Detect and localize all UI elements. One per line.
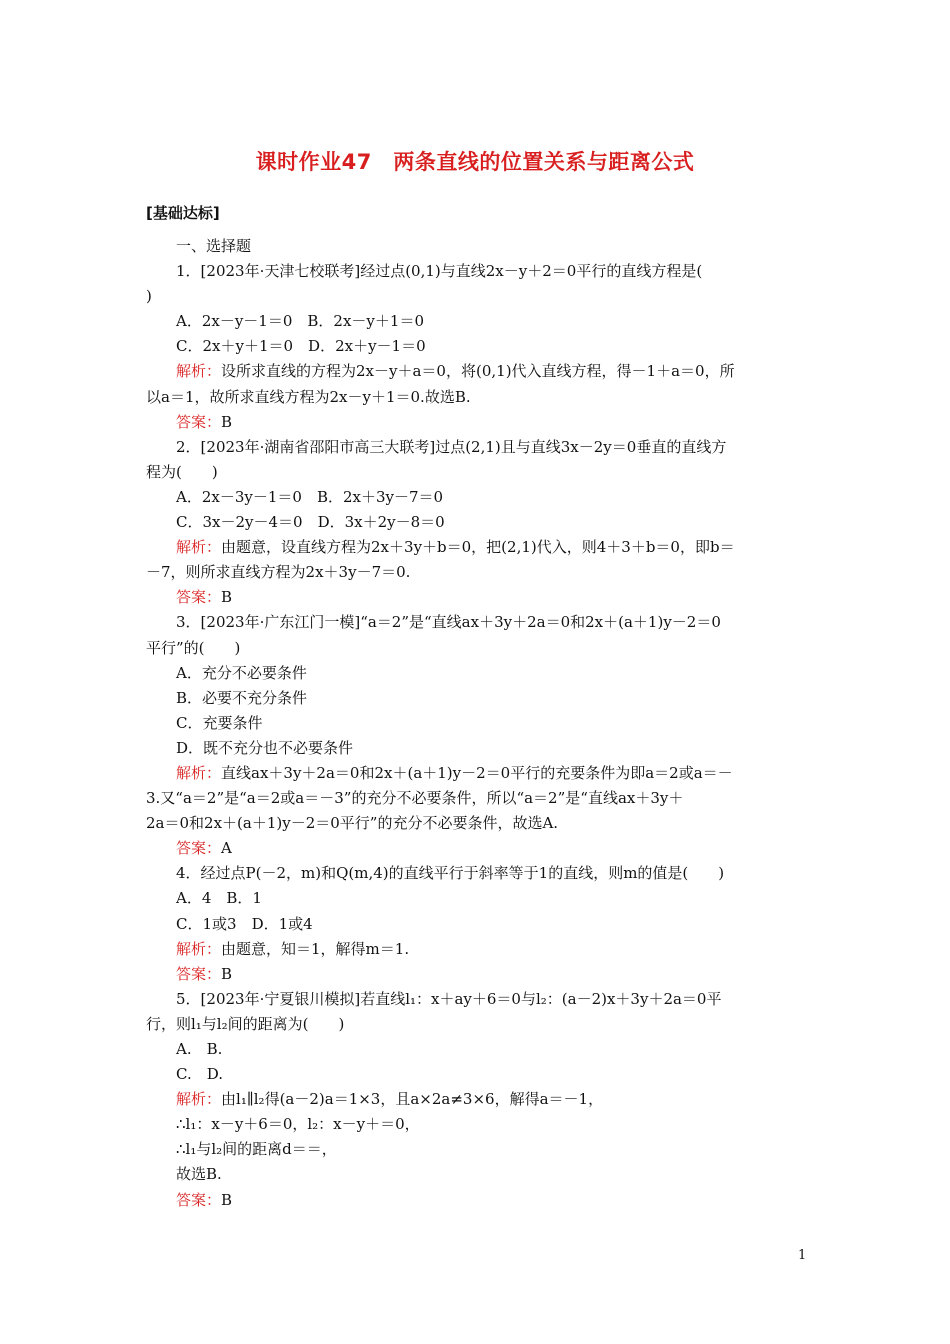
- text-line: [146, 736, 806, 761]
- line-text: ∴l₁与l₂间的距离d＝＝，: [176, 1140, 337, 1159]
- line-text: A．2x－3y－1＝0 B．2x＋3y－7＝0: [176, 487, 444, 506]
- answer-label: 答案：: [176, 412, 222, 431]
- text-line: [146, 410, 806, 435]
- text-line: [146, 259, 806, 284]
- line-text: 由题意，设直线方程为2x＋3y＋b＝0，把(2,1)代入，则4＋3＋b＝0，即b＝: [221, 538, 735, 557]
- text-line: [146, 560, 806, 585]
- text-line: [146, 435, 806, 460]
- line-text: D．既不充分也不必要条件: [176, 738, 354, 757]
- text-line: [146, 962, 806, 987]
- line-text: C．3x－2y－4＝0 D．3x＋2y－8＝0: [176, 513, 445, 532]
- text-line: [146, 1188, 806, 1213]
- text-line: [146, 1112, 806, 1137]
- text-line: [146, 385, 806, 410]
- text-line: [146, 485, 806, 510]
- line-text: B: [221, 412, 233, 431]
- line-text: 3.又“a＝2”是“a＝2或a＝－3”的充分不必要条件，所以“a＝2”是“直线ax＋3y＋: [146, 789, 684, 808]
- text-line: [146, 836, 806, 861]
- text-line: [146, 610, 806, 635]
- answer-label: 解析：: [176, 538, 222, 557]
- text-line: [146, 987, 806, 1012]
- line-text: B: [221, 964, 233, 983]
- text-line: [146, 861, 806, 886]
- answer-label: 答案：: [176, 1190, 222, 1209]
- answer-label: 答案：: [176, 839, 222, 858]
- text-line: [146, 284, 806, 309]
- line-text: 由题意，知＝1，解得m＝1.: [221, 939, 410, 958]
- line-text: A．4 B．1: [176, 889, 262, 908]
- answer-label: 答案：: [176, 964, 222, 983]
- line-text: ): [146, 287, 152, 306]
- line-text: 设所求直线的方程为2x－y＋a＝0，将(0,1)代入直线方程，得－1＋a＝0，所: [221, 362, 735, 381]
- line-text: 一、选择题: [176, 237, 252, 255]
- text-line: [146, 661, 806, 686]
- text-line: [146, 1012, 806, 1037]
- answer-label: 答案：: [176, 588, 222, 607]
- line-text: 4．经过点P(－2，m)和Q(m,4)的直线平行于斜率等于1的直线，则m的值是( ): [176, 864, 725, 883]
- line-text: 故选B.: [176, 1165, 222, 1184]
- line-text: 由l₁∥l₂得(a－2)a＝1×3，且a×2a≠3×6，解得a＝－1，: [221, 1090, 604, 1109]
- text-line: [146, 912, 806, 937]
- content-body: [146, 234, 806, 1213]
- text-line: [146, 535, 806, 560]
- line-text: C．充要条件: [176, 713, 263, 732]
- answer-label: 解析：: [176, 1090, 222, 1109]
- text-line: [146, 1062, 806, 1087]
- answer-label: 解析：: [176, 939, 222, 958]
- text-line: [146, 1137, 806, 1162]
- line-text: 5．[2023年·宁夏银川模拟]若直线l₁：x＋ay＋6＝0与l₂：(a－2)x＋3y＋2a＝0平: [176, 989, 722, 1008]
- line-text: 3．[2023年·广东江门一模]“a＝2”是“直线ax＋3y＋2a＝0和2x＋(a＋1)y－2＝0: [176, 613, 721, 632]
- line-text: 以a＝1，故所求直线方程为2x－y＋1＝0.故选B.: [146, 387, 471, 406]
- text-line: [146, 309, 806, 334]
- line-text: 程为( ): [146, 462, 218, 481]
- line-text: 直线ax＋3y＋2a＝0和2x＋(a＋1)y－2＝0平行的充要条件为即a＝2或a＝－: [221, 763, 733, 782]
- text-line: [146, 1037, 806, 1062]
- line-text: C．1或3 D．1或4: [176, 914, 313, 933]
- line-text: A: [221, 839, 232, 858]
- line-text: B．必要不充分条件: [176, 688, 308, 707]
- text-line: [146, 585, 806, 610]
- line-text: 2．[2023年·湖南省邵阳市高三大联考]过点(2,1)且与直线3x－2y＝0垂直的直线方: [176, 437, 727, 456]
- text-line: [146, 786, 806, 811]
- text-line: [146, 460, 806, 485]
- line-text: C. D.: [176, 1065, 223, 1084]
- answer-label: 解析：: [176, 362, 222, 381]
- line-text: C．2x＋y＋1＝0 D．2x＋y－1＝0: [176, 337, 426, 356]
- text-line: [146, 334, 806, 359]
- line-text: B: [221, 588, 233, 607]
- line-text: A. B.: [176, 1040, 223, 1058]
- text-line: [146, 886, 806, 911]
- text-line: [146, 1162, 806, 1187]
- text-line: [146, 711, 806, 736]
- line-text: B: [221, 1190, 233, 1209]
- text-line: [146, 937, 806, 962]
- line-text: A．2x－y－1＝0 B．2x－y＋1＝0: [176, 312, 424, 331]
- line-text: A．充分不必要条件: [176, 663, 307, 682]
- line-text: －7，则所求直线方程为2x＋3y－7＝0.: [146, 563, 411, 582]
- page-number: 1: [798, 1248, 807, 1263]
- line-text: 平行”的( ): [146, 638, 241, 657]
- text-line: [146, 811, 806, 836]
- text-line: [146, 359, 806, 384]
- page-title: 课时作业47 两条直线的位置关系与距离公式: [255, 150, 695, 174]
- text-line: [146, 686, 806, 711]
- text-line: [146, 234, 806, 259]
- answer-label: 解析：: [176, 763, 222, 782]
- text-line: [146, 636, 806, 661]
- text-line: [146, 761, 806, 786]
- text-line: [146, 1087, 806, 1112]
- text-line: [146, 510, 806, 535]
- line-text: 2a＝0和2x＋(a＋1)y－2＝0平行”的充分不必要条件，故选A.: [146, 814, 559, 833]
- line-text: ∴l₁：x－y＋6＝0，l₂：x－y＋＝0，: [176, 1115, 420, 1134]
- line-text: 行，则l₁与l₂间的距离为( ): [146, 1014, 345, 1033]
- section-heading: [基础达标]: [146, 204, 220, 222]
- line-text: 1．[2023年·天津七校联考]经过点(0,1)与直线2x－y＋2＝0平行的直线方程是(: [176, 262, 703, 281]
